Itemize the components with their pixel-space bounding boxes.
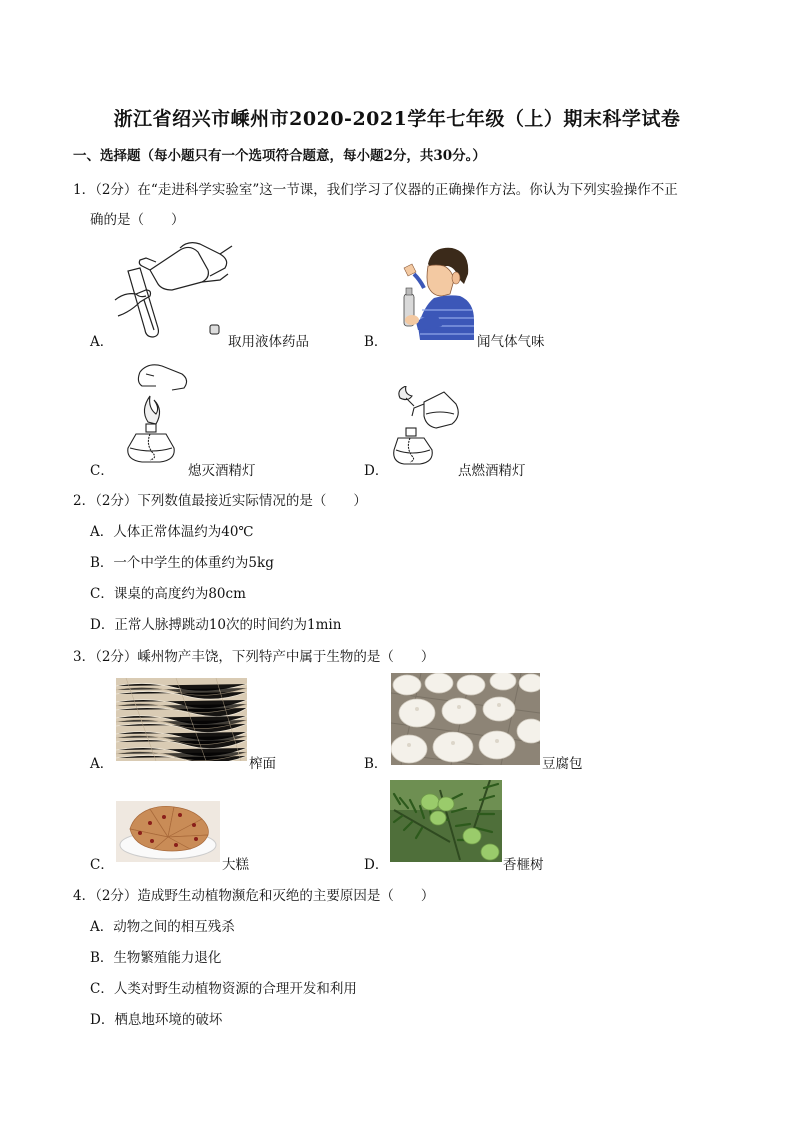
q3-option-a-photo (116, 678, 247, 761)
question-4-stem: 4．（2分）造成野生动植物濒危和灭绝的主要原因是（ ） (73, 888, 435, 904)
exam-title: 浙江省绍兴市嵊州市2020-2021学年七年级（上）期末科学试卷 (113, 108, 681, 130)
q4-option-a: A．动物之间的相互残杀 (90, 919, 235, 935)
question-3-stem: 3．（2分）嵊州物产丰饶，下列特产中属于生物的是（ ） (73, 649, 435, 665)
q3-option-c-photo (116, 801, 220, 862)
q3-option-d-letter: D． (364, 857, 389, 873)
q1-option-b-caption: 闻气体气味 (477, 334, 545, 350)
q1-option-d-illustration (392, 386, 464, 470)
q2-option-b: B．一个中学生的体重约为5kg (90, 555, 274, 571)
q2-option-c: C．课桌的高度约为80cm (90, 586, 246, 602)
q1-option-b-illustration (398, 244, 476, 342)
q4-option-c: C．人类对野生动植物资源的合理开发和利用 (90, 981, 357, 997)
question-1-stem-line2: 确的是（ ） (90, 212, 185, 228)
q4-option-d: D．栖息地环境的破坏 (90, 1012, 223, 1028)
q3-option-a-caption: 榨面 (249, 756, 276, 772)
q1-option-c-illustration (116, 360, 191, 470)
q1-option-c-caption: 熄灭酒精灯 (188, 463, 256, 479)
q1-option-d-caption: 点燃酒精灯 (458, 463, 526, 479)
q1-option-d-letter: D． (364, 463, 389, 479)
q3-option-b-letter: B． (364, 756, 388, 772)
question-1-stem-line1: 1．（2分）在“走进科学实验室”这一节课，我们学习了仪器的正确操作方法。你认为下列实验操作不正 (73, 182, 678, 198)
q1-option-b-letter: B． (364, 334, 388, 350)
q1-option-c-letter: C． (90, 463, 114, 479)
q1-option-a-illustration (110, 240, 235, 340)
q2-option-a: A．人体正常体温约为40℃ (90, 524, 254, 540)
q4-option-b: B．生物繁殖能力退化 (90, 950, 222, 966)
q3-option-c-caption: 大糕 (222, 857, 249, 873)
question-2-stem: 2．（2分）下列数值最接近实际情况的是（ ） (73, 493, 367, 509)
q3-option-c-letter: C． (90, 857, 114, 873)
q1-option-a-caption: 取用液体药品 (228, 334, 309, 350)
q3-option-b-caption: 豆腐包 (542, 756, 583, 772)
q3-option-b-photo (391, 673, 540, 765)
section-heading: 一、选择题（每小题只有一个选项符合题意，每小题2分，共30分。） (73, 148, 486, 164)
q3-option-d-photo (390, 780, 502, 862)
q3-option-d-caption: 香榧树 (503, 857, 544, 873)
q2-option-d: D．正常人脉搏跳动10次的时间约为1min (90, 617, 342, 633)
q3-option-a-letter: A． (90, 756, 114, 772)
q1-option-a-letter: A． (90, 334, 114, 350)
